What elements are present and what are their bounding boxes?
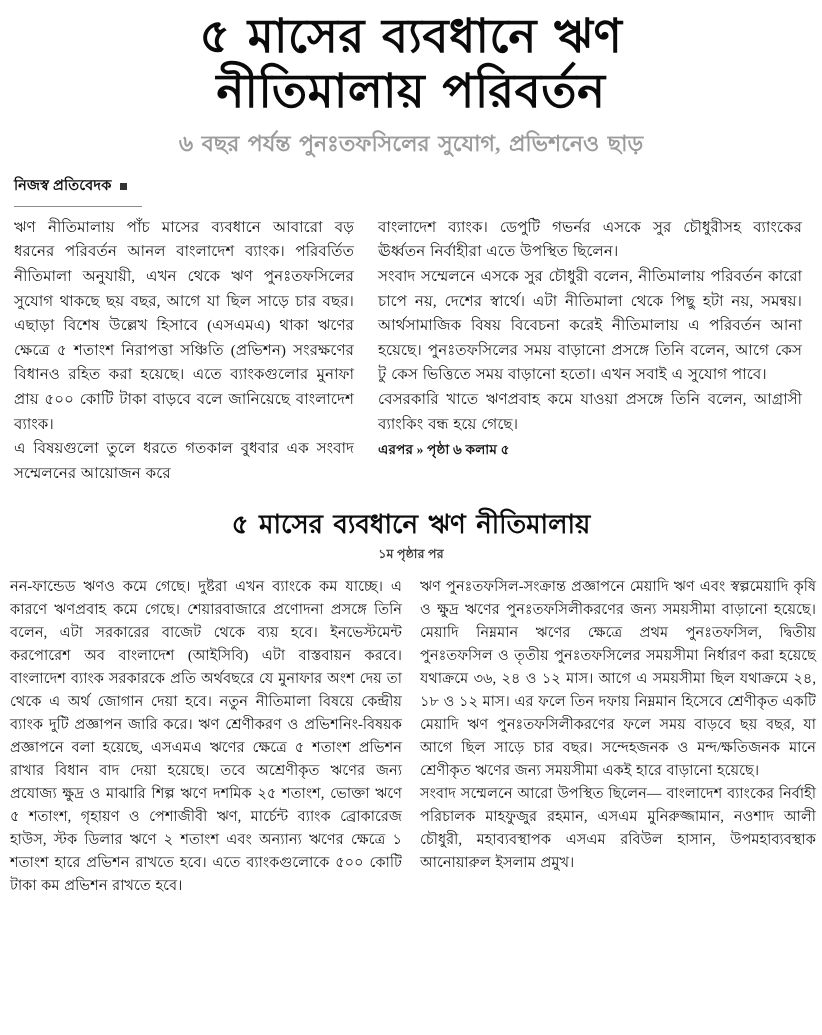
bottom-right-column xyxy=(420,576,816,876)
paragraph: বাংলাদেশ ব্যাংক। ডেপুটি গভর্নর এসকে সুর চৌধুরীসহ ব্যাংকের ঊর্ধ্বতন নির্বাহীরা এতে উপস্থিত ছিলেন। xyxy=(378,218,802,261)
paragraph: সংবাদ সম্মেলনে এসকে সুর চৌধুরী বলেন, নীতিমালায় পরিবর্তন কারো চাপে নয়, দেশের স্বার্থে। এটা নীতিমালা থেকে পিছু হটা নয়, সমন্বয়। আর্থসামাজিক বিষয় বিবেচনা করেই নীতিমালায় এ পরিবর্তন আনা হয়েছে। পুনঃতফসিলের সময় বাড়ানো প্রসঙ্গে তিনি বলেন, আগে কেস টু কেস ভিত্তিতে সময় বাড়ানো হতো। এখন সবাই এ সুযোগ পাবে। xyxy=(378,267,802,384)
byline xyxy=(14,175,344,199)
continuation-subtitle: ১ম পৃষ্ঠার পর xyxy=(378,546,444,561)
headline-line-2: নীতিমালায় পরিবর্তন xyxy=(216,65,606,118)
byline-reporter-label: নিজস্ব প্রতিবেদক xyxy=(14,177,112,194)
top-article-columns xyxy=(0,216,822,487)
bottom-left-column xyxy=(10,576,402,899)
byline-block xyxy=(14,175,344,207)
paragraph: এ বিষয়গুলো তুলে ধরতে গতকাল বুধবার এক সংবাদ সম্মেলনের আয়োজন করে xyxy=(14,440,354,482)
paragraph: ঋণ নীতিমালায় পাঁচ মাসের ব্যবধানে আবারো বড় ধরনের পরিবর্তন আনল বাংলাদেশ ব্যাংক। পরিবর্তিত নীতিমালা অনুযায়ী, এখন থেকে ঋণ পুনঃতফসিলের সুযোগ থাকছে ছয় বছর, আগে যা ছিল সাড়ে চার বছর। এছাড়া বিশেষ উল্লেখ হিসাবে (এসএমএ) থাকা ঋণের ক্ষেত্রে ৫ শতাংশ নিরাপত্তা সঞ্চিতি (প্রভিশন) সংরক্ষণের বিধানও রহিত করা হয়েছে। এতে ব্যাংকগুলোর মুনাফা প্রায় ৫০০ কোটি টাকা বাড়বে বলে জানিয়েছে বাংলাদেশ ব্যাংক। xyxy=(14,218,354,433)
paragraph: নন-ফান্ডেড ঋণও কমে গেছে। দুষ্টরা এখন ব্যাংকে কম যাচ্ছে। এ কারণে ঋণপ্রবাহ কমে গেছে। শেয়ারবাজারে প্রণোদনা প্রসঙ্গে তিনি বলেন, এটা সরকারের বাজেট থেকে ব্যয় হবে। ইনভেস্টমেন্ট করপোরেশ অব বাংলাদেশ (আইসিবি) এটা বাস্তবায়ন করবে। বাংলাদেশ ব্যাংক সরকারকে প্রতি অর্থবছরে যে মুনাফার অংশ দেয় তা থেকে এ অর্থ জোগান দেয়া হবে। নতুন নীতিমালা বিষয়ে কেন্দ্রীয় ব্যাংক দুটি প্রজ্ঞাপন জারি করে। ঋণ শ্রেণীকরণ ও প্রভিশনিং-বিষয়ক প্রজ্ঞাপনে বলা হয়েছে, এসএমএ ঋণের ক্ষেত্রে ৫ শতাংশ প্রভিশন রাখার বিধান বাদ দেয়া হয়েছে। তবে অশ্রেণীকৃত ঋণের জন্য প্রযোজ্য ক্ষুদ্র ও মাঝারি শিল্প ঋণে দশমিক ২৫ শতাংশ, ভোক্তা ঋণে ৫ শতাংশ, গৃহায়ণ ও পেশাজীবী ঋণ, মার্চেন্ট ব্যাংক ব্রোকারেজ হাউস, স্টক ডিলার ঋণে ২ শতাংশ এবং অন্যান্য ঋণের ক্ষেত্রে ১ শতাংশ হারে প্রভিশন রাখতে হবে। এতে ব্যাংকগুলোকে ৫০০ কোটি টাকা কম প্রভিশন রাখতে হবে। xyxy=(10,578,402,895)
subheadline: ৬ বছর পর্যন্ত পুনঃতফসিলের সুযোগ, প্রভিশনেও ছাড় xyxy=(178,131,644,157)
continuation-article-columns xyxy=(0,576,822,899)
headline-block xyxy=(0,0,822,159)
paragraph: ঋণ পুনঃতফসিল-সংক্রান্ত প্রজ্ঞাপনে মেয়াদি ঋণ এবং স্বল্পমেয়াদি কৃষি ও ক্ষুদ্র ঋণের পুনঃতফসিলীকরণের জন্য সময়সীমা বাড়ানো হয়েছে। মেয়াদি নিম্নমান ঋণের ক্ষেত্রে প্রথম পুনঃতফসিল, দ্বিতীয় পুনঃতফসিল ও তৃতীয় পুনঃতফসিলের সময়সীমা নির্ধারণ করা হয়েছে যথাক্রমে ৩৬, ২৪ ও ১২ মাস। আগে এ সময়সীমা ছিল যথাক্রমে ২৪, ১৮ ও ১২ মাস। এর ফলে তিন দফায় নিম্নমান হিসেবে শ্রেণীকৃত একটি মেয়াদি ঋণ পুনঃতফসিলীকরণের ফলে সময় বাড়বে ছয় বছর, যা আগে ছিল সাড়ে চার বছর। সন্দেহজনক ও মন্দ/ক্ষতিজনক মানে শ্রেণীকৃত ঋণের জন্য সময়সীমা একই হারে বাড়ানো হয়েছে। xyxy=(420,578,816,780)
square-bullet-icon xyxy=(120,183,127,190)
top-right-column xyxy=(378,216,802,463)
page-title xyxy=(14,10,808,121)
continuation-section-header xyxy=(0,509,822,566)
continuation-jump-line[interactable]: এরপর » পৃষ্ঠা ৬ কলাম ৫ xyxy=(378,442,510,458)
headline-line-1: ৫ মাসের ব্যবধানে ঋণ xyxy=(199,11,623,63)
byline-divider-rule xyxy=(14,206,142,207)
paragraph: বেসরকারি খাতে ঋণপ্রবাহ কমে যাওয়া প্রসঙ্গে তিনি বলেন, আগ্রাসী ব্যাংকিং বন্ধ হয়ে গেছে। xyxy=(378,391,802,433)
top-left-column xyxy=(14,216,354,487)
paragraph: সংবাদ সম্মেলনে আরো উপস্থিত ছিলেন— বাংলাদেশ ব্যাংকের নির্বাহী পরিচালক মাহফুজুর রহমান, এসএম মুনিরুজ্জামান, নওশাদ আলী চৌধুরী, মহাব্যবস্থাপক এসএম রবিউল হাসান, উপমহাব্যবস্থাক আনোয়ারুল ইসলাম প্রমুখ। xyxy=(420,786,816,872)
continuation-title: ৫ মাসের ব্যবধানে ঋণ নীতিমালায় xyxy=(231,509,591,539)
